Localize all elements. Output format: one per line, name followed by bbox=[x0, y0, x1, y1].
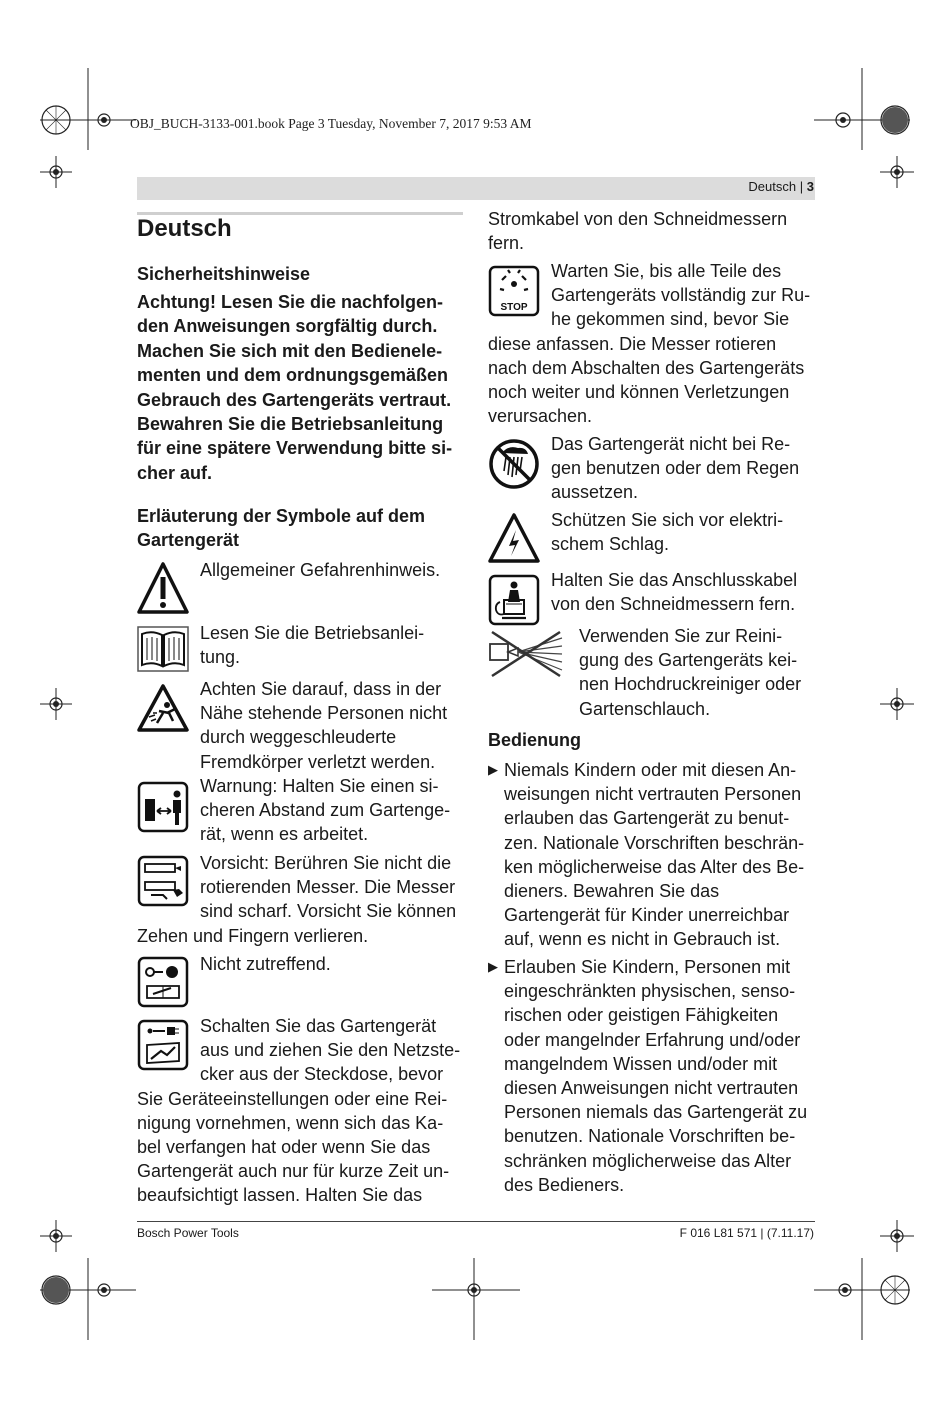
text-line: rischen oder geistigen Fähigkeiten bbox=[504, 1005, 779, 1026]
text-line: noch weiter und können Verletzungen bbox=[488, 382, 790, 403]
warning-line: menten und dem ordnungsgemäßen bbox=[137, 365, 449, 386]
symbols-heading-line: Erläuterung der Symbole auf dem bbox=[137, 506, 426, 526]
text-line: Gartengerät für Kinder unerreichbar bbox=[504, 905, 790, 926]
text-line: Zehen und Fingern verlieren. bbox=[137, 925, 369, 946]
text-line: nigung vornehmen, wenn sich das Ka- bbox=[137, 1112, 444, 1133]
text-line: Warnung: Halten Sie einen si- bbox=[200, 776, 439, 796]
thrown-objects-icon bbox=[137, 683, 189, 733]
text-line: Allgemeiner Gefahrenhinweis. bbox=[200, 560, 441, 580]
text-line: Vorsicht: Berühren Sie nicht die bbox=[200, 853, 452, 873]
warning-line: Machen Sie sich mit den Bedienele- bbox=[137, 340, 443, 361]
text-line: fern. bbox=[488, 233, 525, 254]
text-line: Verwenden Sie zur Reini- bbox=[579, 626, 783, 646]
text-line: gen benutzen oder dem Regen bbox=[551, 458, 800, 479]
stop-label: STOP bbox=[500, 302, 528, 313]
page-title: Deutsch bbox=[137, 215, 232, 242]
bullet-item bbox=[488, 955, 834, 1197]
text-line: Gartengeräts vollständig zur Ru- bbox=[551, 285, 811, 306]
header-language: Deutsch bbox=[748, 179, 797, 194]
symbol-desc-cable-away bbox=[551, 568, 821, 616]
running-header bbox=[748, 179, 814, 194]
text-line: Niemals Kindern oder mit diesen An- bbox=[504, 760, 797, 780]
text-line: Nähe stehende Personen nicht bbox=[200, 703, 448, 724]
text-line: Halten Sie das Anschlusskabel bbox=[551, 570, 798, 590]
safe-distance-icon bbox=[137, 781, 189, 833]
bullet-item bbox=[488, 758, 834, 952]
text-line: gung des Gartengeräts kei- bbox=[579, 650, 798, 671]
text-line: durch weggeschleuderte bbox=[200, 727, 397, 748]
cable-continuation-text bbox=[488, 207, 818, 255]
text-line: Achten Sie darauf, dass in der bbox=[200, 679, 442, 699]
warning-line: cher auf. bbox=[137, 462, 213, 483]
text-line: schem Schlag. bbox=[551, 534, 670, 555]
footer-rule bbox=[137, 1221, 815, 1222]
text-line: diesen Anweisungen nicht vertrauten bbox=[504, 1078, 799, 1099]
symbol-desc-unplug bbox=[137, 1014, 467, 1208]
text-line: auf, wenn es nicht in Gebrauch ist. bbox=[504, 929, 781, 950]
text-line: Erlauben Sie Kindern, Personen mit bbox=[504, 957, 791, 977]
manual-book-icon bbox=[137, 626, 189, 672]
text-line: Gartenschlauch. bbox=[579, 698, 711, 719]
text-line: des Bedieners. bbox=[504, 1174, 625, 1195]
text-line: von den Schneidmessern fern. bbox=[551, 594, 796, 615]
warning-paragraph bbox=[137, 290, 465, 485]
page-number: 3 bbox=[806, 179, 814, 194]
warning-line: Gebrauch des Gartengeräts vertraut. bbox=[137, 389, 452, 410]
text-line: tung. bbox=[200, 647, 241, 668]
text-line: eingeschränkten physischen, senso- bbox=[504, 981, 796, 1002]
no-pressure-washer-icon bbox=[488, 630, 564, 680]
symbol-desc-rotating-blades bbox=[137, 851, 467, 948]
warning-line: den Anweisungen sorgfältig durch. bbox=[137, 316, 438, 337]
header-separator: | bbox=[799, 179, 804, 194]
text-line: beaufsichtigt lassen. Halten Sie das bbox=[137, 1185, 423, 1206]
text-line: he gekommen sind, bevor Sie bbox=[551, 309, 790, 330]
warning-line: Bewahren Sie die Betriebsanleitung bbox=[137, 414, 444, 435]
text-line: nach dem Abschalten des Gartengeräts bbox=[488, 357, 805, 378]
symbol-desc-safe-distance bbox=[200, 774, 470, 847]
text-line: sind scharf. Vorsicht Sie können bbox=[200, 901, 457, 922]
footer-brand: Bosch Power Tools bbox=[137, 1226, 239, 1240]
print-line: OBJ_BUCH-3133-001.book Page 3 Tuesday, November 7, 2017 9:53 AM bbox=[130, 116, 532, 131]
symbol-desc-no-pressure-washer bbox=[579, 624, 819, 721]
text-line: weisungen nicht vertrauten Personen bbox=[504, 784, 802, 805]
text-line: nen Hochdruckreiniger oder bbox=[579, 674, 802, 695]
warning-line: für eine spätere Verwendung bitte si- bbox=[137, 438, 453, 459]
cable-away-icon bbox=[488, 574, 540, 626]
text-line: Schalten Sie das Gartengerät bbox=[200, 1016, 437, 1036]
text-line: mangelndem Wissen und/oder mit bbox=[504, 1053, 778, 1074]
text-line: Personen niemals das Gartengerät zu bbox=[504, 1102, 808, 1123]
text-line: dieners. Bewahren Sie das bbox=[504, 881, 720, 902]
warning-triangle-icon bbox=[137, 561, 189, 615]
symbol-desc-read-manual bbox=[200, 621, 470, 669]
header-bar bbox=[137, 177, 815, 200]
text-line: erlauben das Gartengerät zu benut- bbox=[504, 808, 790, 829]
symbol-desc-thrown-objects bbox=[200, 677, 470, 774]
safety-heading: Sicherheitshinweise bbox=[137, 264, 311, 284]
warning-line: Achtung! Lesen Sie die nachfolgen- bbox=[137, 292, 444, 312]
text-line: schränken möglicherweise das Alter bbox=[504, 1150, 792, 1171]
text-line: zen. Nationale Vorschriften beschrän- bbox=[504, 832, 805, 853]
text-line: Gartengerät auch nur für kurze Zeit un- bbox=[137, 1161, 450, 1182]
text-line: verursachen. bbox=[488, 406, 593, 427]
text-line: rät, wenn es arbeitet. bbox=[200, 824, 369, 845]
symbols-heading-line: Gartengerät bbox=[137, 530, 240, 550]
symbols-heading bbox=[137, 504, 425, 552]
text-line: Lesen Sie die Betriebsanlei- bbox=[200, 623, 425, 643]
bullet-arrow-icon: ▶ bbox=[488, 762, 498, 777]
symbol-desc-electric-shock bbox=[551, 508, 821, 556]
text-line: diese anfassen. Die Messer rotieren bbox=[488, 333, 777, 354]
symbol-desc-no-rain bbox=[551, 432, 821, 505]
text-line: ken möglicherweise das Alter des Be- bbox=[504, 856, 805, 877]
symbol-desc-general-hazard bbox=[200, 558, 470, 582]
text-line: oder mangelnder Erfahrung und/oder bbox=[504, 1029, 801, 1050]
symbol-desc-stop bbox=[488, 259, 818, 428]
text-line: aussetzen. bbox=[551, 482, 639, 503]
operation-heading: Bedienung bbox=[488, 730, 581, 750]
text-line: Sie Geräteeinstellungen oder eine Rei- bbox=[137, 1088, 448, 1109]
text-line: Warten Sie, bis alle Teile des bbox=[551, 261, 782, 281]
text-line: bel verfangen hat oder wenn Sie das bbox=[137, 1137, 431, 1158]
text-line: cheren Abstand zum Gartenge- bbox=[200, 800, 451, 821]
text-line: benutzen. Nationale Vorschriften be- bbox=[504, 1126, 796, 1147]
text-line: rotierenden Messer. Die Messer bbox=[200, 877, 456, 898]
text-line: cker aus der Steckdose, bevor bbox=[200, 1064, 444, 1085]
electric-shock-icon bbox=[488, 512, 540, 564]
text-line: Schützen Sie sich vor elektri- bbox=[551, 510, 784, 530]
text-line: Nicht zutreffend. bbox=[200, 954, 331, 974]
text-line: aus und ziehen Sie den Netzste- bbox=[200, 1040, 461, 1061]
footer-doc-number: F 016 L81 571 | (7.11.17) bbox=[679, 1226, 814, 1240]
bullet-arrow-icon: ▶ bbox=[488, 959, 498, 974]
key-manual-icon bbox=[137, 956, 189, 1008]
no-rain-icon bbox=[488, 437, 540, 491]
text-line: Fremdkörper verletzt werden. bbox=[200, 751, 436, 772]
text-line: Das Gartengerät nicht bei Re- bbox=[551, 434, 791, 454]
text-line: Stromkabel von den Schneidmessern bbox=[488, 209, 788, 229]
symbol-desc-not-applicable bbox=[200, 952, 470, 976]
